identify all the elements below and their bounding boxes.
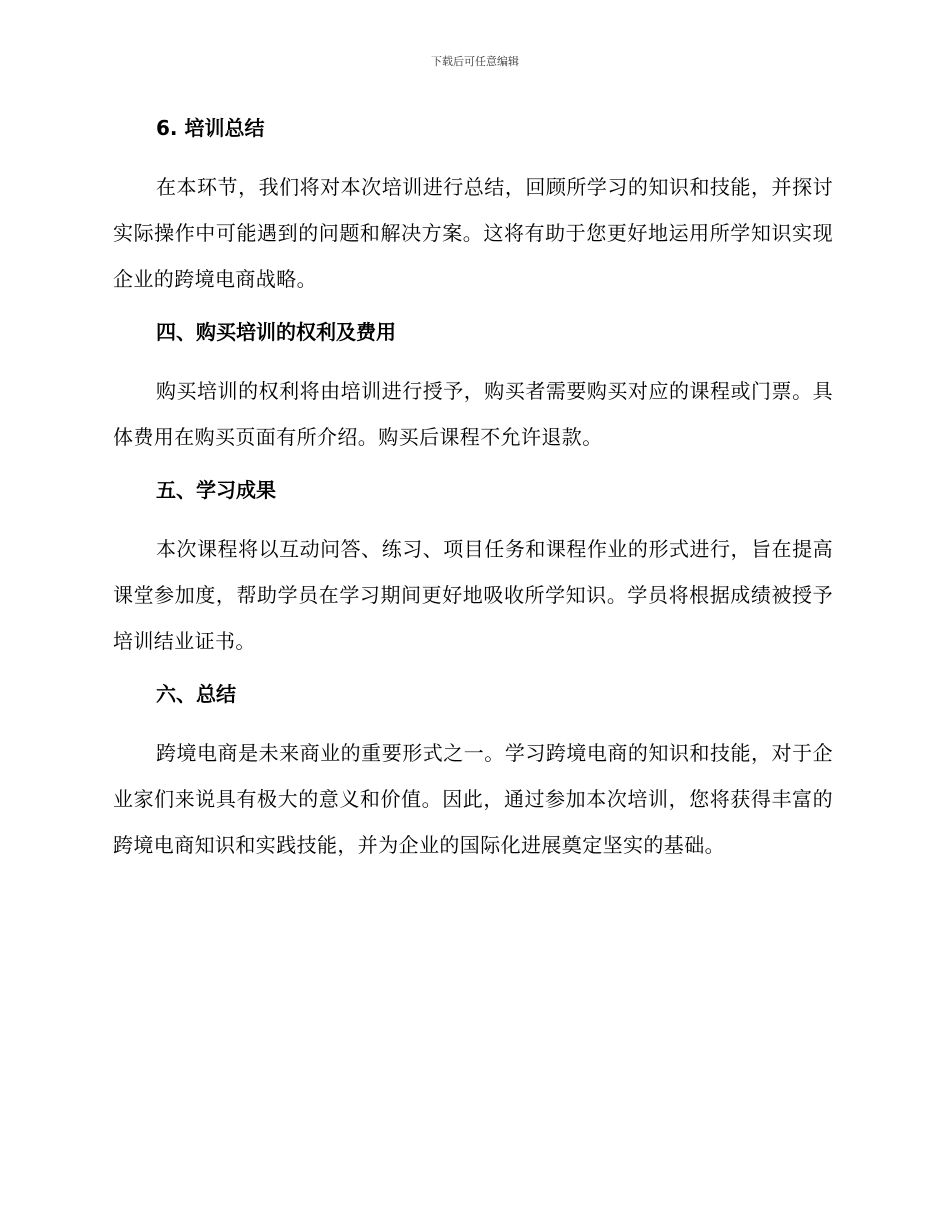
section-purchase-rights [113,316,833,460]
section-paragraph: 购买培训的权利将由培训进行授予，购买者需要购买对应的课程或门票。具体费用在购买页面有所介绍。购买后课程不允许退款。 [113,379,833,449]
section-conclusion [113,678,833,868]
section-heading: 六、总结 [156,682,236,706]
section-heading: 四、购买培训的权利及费用 [156,320,396,344]
page-header: 下载后可任意编辑 [431,55,519,68]
section-paragraph: 本次课程将以互动问答、练习、项目任务和课程作业的形式进行，旨在提高课堂参加度，帮助学员在学习期间更好地吸收所学知识。学员将根据成绩被授予培训结业证书。 [113,537,833,653]
section-training-summary [113,112,833,302]
section-paragraph: 跨境电商是未来商业的重要形式之一。学习跨境电商的知识和技能，对于企业家们来说具有极大的意义和价值。因此，通过参加本次培训，您将获得丰富的跨境电商知识和实践技能，并为企业的国际化进展奠定坚实的基础。 [113,741,833,857]
section-heading: 6. 培训总结 [156,116,265,140]
section-learning-outcomes [113,474,833,664]
section-paragraph: 在本环节，我们将对本次培训进行总结，回顾所学习的知识和技能，并探讨实际操作中可能遇到的问题和解决方案。这将有助于您更好地运用所学知识实现企业的跨境电商战略。 [113,175,833,291]
section-heading: 五、学习成果 [156,478,276,502]
document-body [113,112,833,882]
